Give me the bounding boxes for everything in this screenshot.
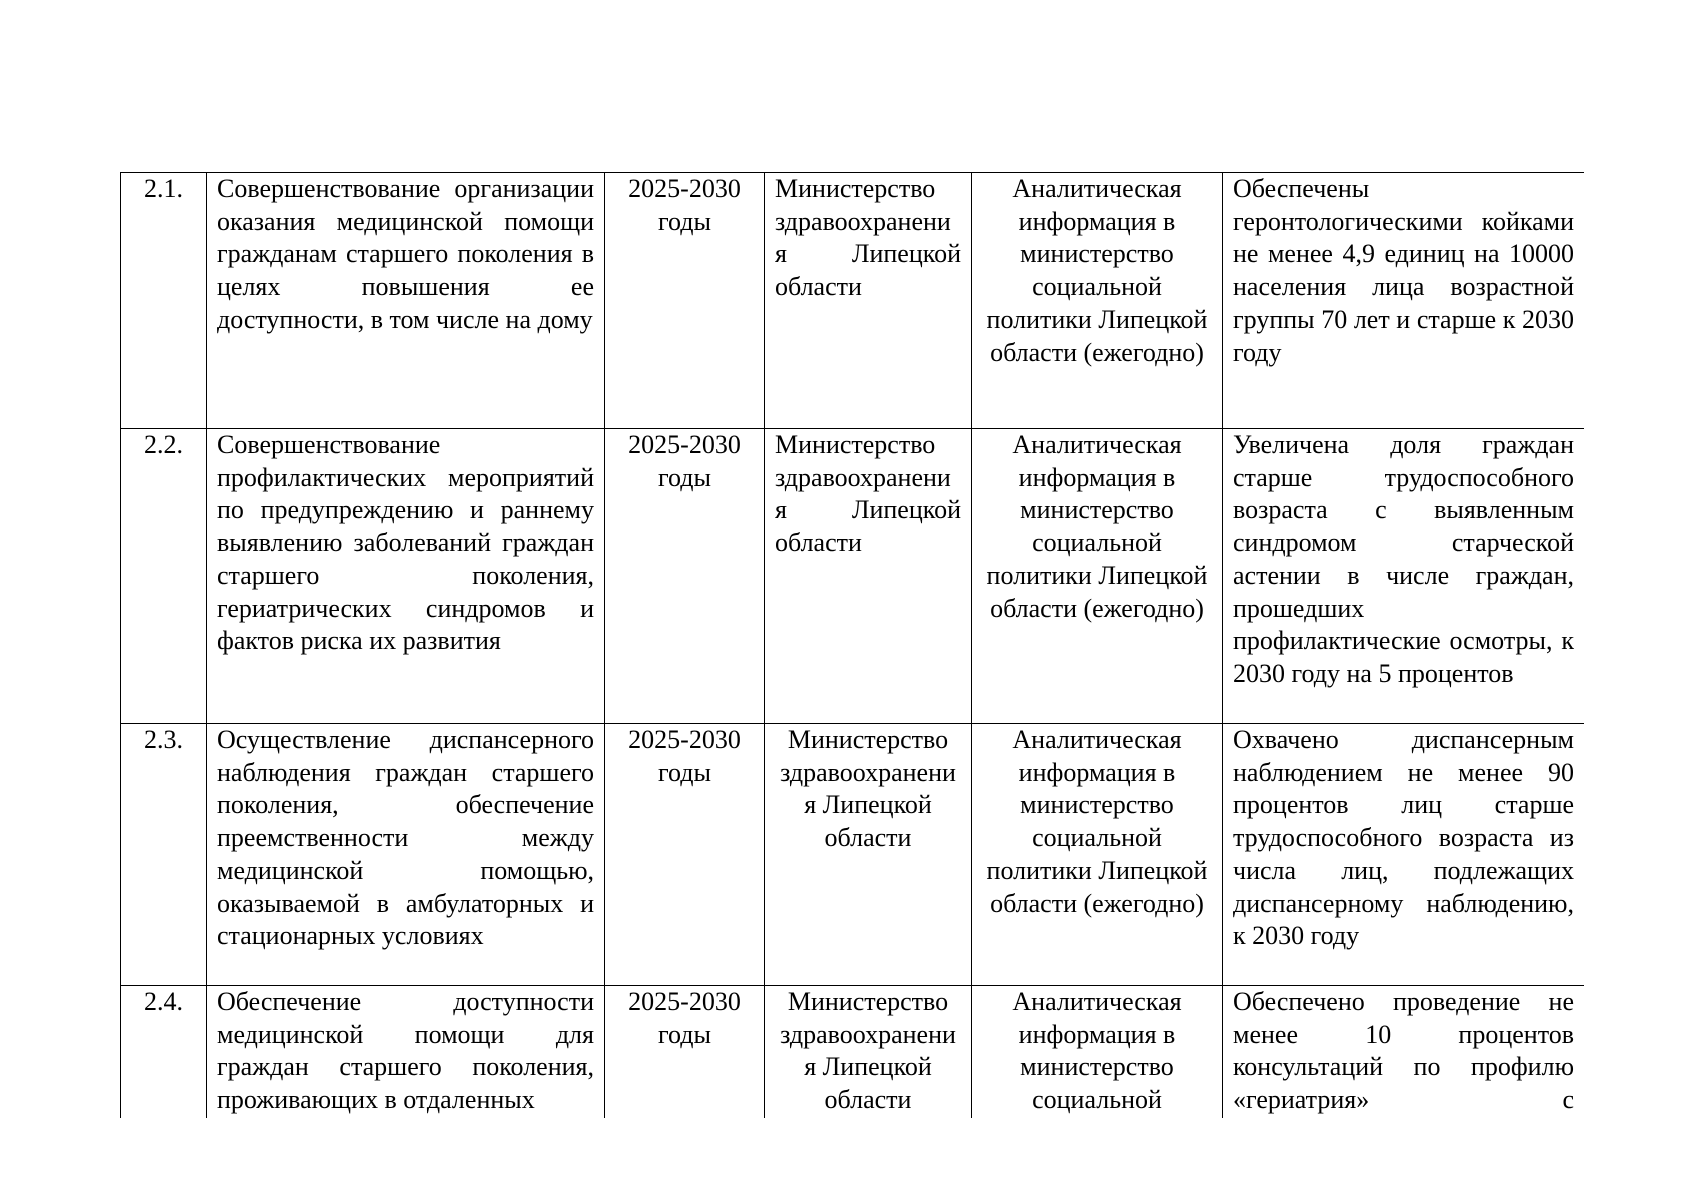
reporting-form: Аналитическая информация в министерство социальной xyxy=(972,986,1223,1119)
implementation-period: 2025-2030 годы xyxy=(605,724,765,986)
row-number: 2.3. xyxy=(121,724,207,986)
table-row xyxy=(121,986,1585,1119)
expected-result: Увеличена доля граждан старше трудоспособного возраста с выявленным синдромом старческой астении в числе граждан, прошедших профилактические осмотры, к 2030 году на 5 процентов xyxy=(1223,429,1585,724)
row-number: 2.1. xyxy=(121,173,207,429)
table-row xyxy=(121,724,1585,986)
document-page xyxy=(120,172,1584,1118)
responsible-executor: Министерство здравоохранения Липецкой области xyxy=(765,986,972,1119)
responsible-executor: Министерство здравоохранения Липецкой области xyxy=(765,429,972,724)
responsible-executor: Министерство здравоохранения Липецкой области xyxy=(765,724,972,986)
implementation-period: 2025-2030 годы xyxy=(605,429,765,724)
measures-table xyxy=(120,172,1584,1118)
table-row xyxy=(121,173,1585,429)
reporting-form: Аналитическая информация в министерство социальной политики Липецкой области (ежегодно) xyxy=(972,173,1223,429)
measure-description: Совершенствование организации оказания медицинской помощи гражданам старшего поколения в целях повышения ее доступности, в том числе на дому xyxy=(207,173,605,429)
implementation-period: 2025-2030 годы xyxy=(605,986,765,1119)
row-number: 2.4. xyxy=(121,986,207,1119)
expected-result: Охвачено диспансерным наблюдением не менее 90 процентов лиц старше трудоспособного возраста из числа лиц, подлежащих диспансерному наблюдению, к 2030 году xyxy=(1223,724,1585,986)
row-number: 2.2. xyxy=(121,429,207,724)
measure-description: Совершенствование профилактических мероприятий по предупреждению и раннему выявлению заболеваний граждан старшего поколения, гериатрических синдромов и фактов риска их развития xyxy=(207,429,605,724)
expected-result: Обеспечено проведение не менее 10 процентов консультаций по профилю «гериатрия» с xyxy=(1223,986,1585,1119)
implementation-period: 2025-2030 годы xyxy=(605,173,765,429)
reporting-form: Аналитическая информация в министерство социальной политики Липецкой области (ежегодно) xyxy=(972,429,1223,724)
measure-description: Осуществление диспансерного наблюдения граждан старшего поколения, обеспечение преемственности между медицинской помощью, оказываемой в амбулаторных и стационарных условиях xyxy=(207,724,605,986)
responsible-executor: Министерство здравоохранения Липецкой области xyxy=(765,173,972,429)
table-row xyxy=(121,429,1585,724)
reporting-form: Аналитическая информация в министерство социальной политики Липецкой области (ежегодно) xyxy=(972,724,1223,986)
measure-description: Обеспечение доступности медицинской помощи для граждан старшего поколения, проживающих в отдаленных xyxy=(207,986,605,1119)
expected-result: Обеспечены геронтологическими койками не менее 4,9 единиц на 10000 населения лица возрастной группы 70 лет и старше к 2030 году xyxy=(1223,173,1585,429)
